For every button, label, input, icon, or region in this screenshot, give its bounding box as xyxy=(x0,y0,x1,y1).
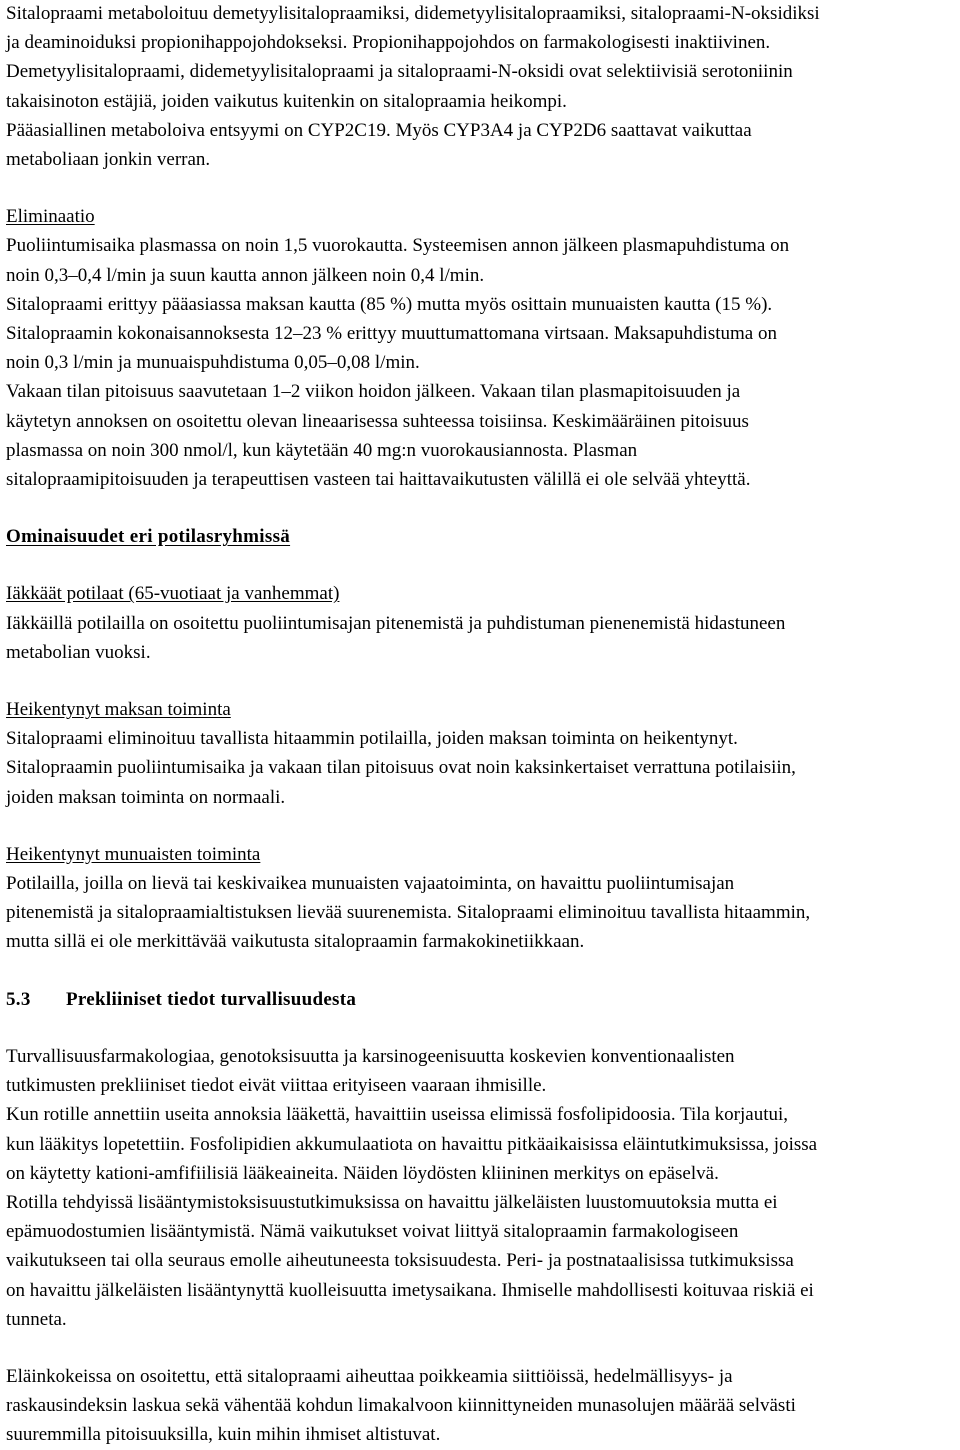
text-line: Sitalopraamin puoliintumisaika ja vakaan tilan pitoisuus ovat noin kaksinkertaiset verrattuna potilaisiin, xyxy=(6,757,796,779)
text-line: Sitalopraami metaboloituu demetyylisitalopraamiksi, didemetyylisitalopraamiksi, sitalopraami-N-oksidiksi xyxy=(6,3,820,24)
text-line: Turvallisuusfarmakologiaa, genotoksisuutta ja karsinogeenisuutta koskevien konventionaalisten xyxy=(6,1045,735,1067)
text-line: käytetyn annoksen on osoitettu olevan lineaarisessa suhteessa toisiinsa. Keskimääräinen pitoisuus xyxy=(6,410,749,432)
spacer xyxy=(6,1334,954,1362)
spacer xyxy=(6,494,954,522)
text-line: noin 0,3–0,4 l/min ja suun kautta annon jälkeen noin 0,4 l/min. xyxy=(6,264,485,286)
elderly-subsection xyxy=(6,579,954,667)
hepatic-heading: Heikentynyt maksan toiminta xyxy=(6,699,231,721)
text-line: Eläinkokeissa on osoitettu, että sitalopraami aiheuttaa poikkeamia siittiöissä, hedelmällisyys- ja xyxy=(6,1365,733,1387)
text-line: Kun rotille annettiin useita annoksia lääkettä, havaittiin useissa elimissä fosfolipidoosia. Tila korjautui, xyxy=(6,1104,789,1126)
text-line: Demetyylisitalopraami, didemetyylisitalopraami ja sitalopraami-N-oksidi ovat selektiivisiä serotoniinin xyxy=(6,61,793,83)
text-line: ja deaminoiduksi propionihappojohdokseksi. Propionihappojohdos on farmakologisesti inaktiivinen. xyxy=(6,32,771,54)
text-line: mutta sillä ei ole merkittävää vaikutusta sitalopraamin farmakokinetiikkaan. xyxy=(6,931,585,953)
text-line: takaisinoton estäjiä, joiden vaikutus kuitenkin on sitalopraamia heikompi. xyxy=(6,90,567,112)
spacer xyxy=(6,551,954,579)
patient-groups-heading: Ominaisuudet eri potilasryhmissä xyxy=(6,526,291,548)
metabolism-paragraph xyxy=(6,0,954,174)
text-line: sitalopraamipitoisuuden ja terapeuttisen vasteen tai haittavaikutusten välillä ei ole selvää yhteyttä. xyxy=(6,469,751,491)
text-line: noin 0,3 l/min ja munuaispuhdistuma 0,05–0,08 l/min. xyxy=(6,352,420,374)
text-line: Potilailla, joilla on lievä tai keskivaikea munuaisten vajaatoiminta, on havaittu puoliintumisajan xyxy=(6,873,735,895)
text-line: raskausindeksin laskua sekä vähentää kohdun limakalvoon kiinnittyneiden munasolujen määrää selvästi xyxy=(6,1395,796,1417)
text-line: joiden maksan toiminta on normaali. xyxy=(6,786,286,808)
text-line: on käytetty kationi-amfifiilisiä lääkeaineita. Näiden löydösten kliininen merkitys on epäselvä. xyxy=(6,1162,719,1184)
text-line: Vakaan tilan pitoisuus saavutetaan 1–2 viikon hoidon jälkeen. Vakaan tilan plasmapitoisuuden ja xyxy=(6,381,741,403)
preclinical-heading xyxy=(6,985,954,1014)
text-line: metaboliaan jonkin verran. xyxy=(6,149,211,171)
renal-heading: Heikentynyt munuaisten toiminta xyxy=(6,843,261,865)
section-number: 5.3 xyxy=(6,988,31,1010)
text-line: Sitalopraamin kokonaisannoksesta 12–23 % erittyy muuttumattomana virtsaan. Maksapuhdistuma on xyxy=(6,323,777,345)
renal-subsection xyxy=(6,840,954,957)
text-line: Sitalopraami erittyy pääasiassa maksan kautta (85 %) mutta myös osittain munuaisten kautta (15 %). xyxy=(6,293,773,315)
text-line: pitenemistä ja sitalopraamialtistuksen lievää suurenemista. Sitalopraami eliminoituu tavallista hitaammin, xyxy=(6,902,811,924)
section-title: Prekliiniset tiedot turvallisuudesta xyxy=(66,988,357,1010)
spacer xyxy=(6,957,954,985)
elimination-heading: Eliminaatio xyxy=(6,206,95,228)
preclinical-paragraph xyxy=(6,1042,954,1334)
text-line: vaikutukseen tai olla seuraus emolle aiheutuneesta toksisuudesta. Peri- ja postnataalisissa tutkimuksissa xyxy=(6,1250,794,1272)
spacer xyxy=(6,1014,954,1042)
text-line: Sitalopraami eliminoituu tavallista hitaammin potilailla, joiden maksan toiminta on heikentynyt. xyxy=(6,728,738,750)
text-line: epämuodostumien lisääntymistä. Nämä vaikutukset voivat liittyä sitalopraamin farmakologiseen xyxy=(6,1221,739,1243)
spacer xyxy=(6,174,954,202)
text-line: kun lääkitys lopetettiin. Fosfolipidien akkumulaatiota on havaittu pitkäaikaisissa eläintutkimuksissa, joissa xyxy=(6,1133,818,1155)
text-line: tunneta. xyxy=(6,1308,67,1330)
document-page xyxy=(6,0,954,1450)
text-line: Rotilla tehdyissä lisääntymistoksisuustutkimuksissa on havaittu jälkeläisten luustomuutoksia mutta ei xyxy=(6,1191,778,1213)
text-line: Puoliintumisaika plasmassa on noin 1,5 vuorokautta. Systeemisen annon jälkeen plasmapuhdistuma on xyxy=(6,235,790,257)
text-line: plasmassa on noin 300 nmol/l, kun käytetään 40 mg:n vuorokausiannosta. Plasman xyxy=(6,439,638,461)
text-line: suuremmilla pitoisuuksilla, kuin mihin ihmiset altistuvat. xyxy=(6,1424,441,1446)
hepatic-subsection xyxy=(6,695,954,812)
spacer xyxy=(6,667,954,695)
patient-groups-section xyxy=(6,522,954,551)
text-line: Iäkkäillä potilailla on osoitettu puoliintumisajan pitenemistä ja puhdistuman pienenemistä hidastuneen xyxy=(6,612,786,634)
text-line: metabolian vuoksi. xyxy=(6,641,151,663)
elimination-section xyxy=(6,202,954,494)
spacer xyxy=(6,812,954,840)
text-line: tutkimusten prekliiniset tiedot eivät viittaa erityiseen vaaraan ihmisille. xyxy=(6,1075,547,1097)
text-line: Pääasiallinen metaboloiva entsyymi on CYP2C19. Myös CYP3A4 ja CYP2D6 saattavat vaikuttaa xyxy=(6,119,752,141)
text-line: on havaittu jälkeläisten lisääntynyttä kuolleisuutta imetysaikana. Ihmiselle mahdollisesti koituvaa riskiä ei xyxy=(6,1279,814,1301)
preclinical-paragraph-2 xyxy=(6,1362,954,1450)
elderly-heading: Iäkkäät potilaat (65-vuotiaat ja vanhemmat) xyxy=(6,583,340,605)
